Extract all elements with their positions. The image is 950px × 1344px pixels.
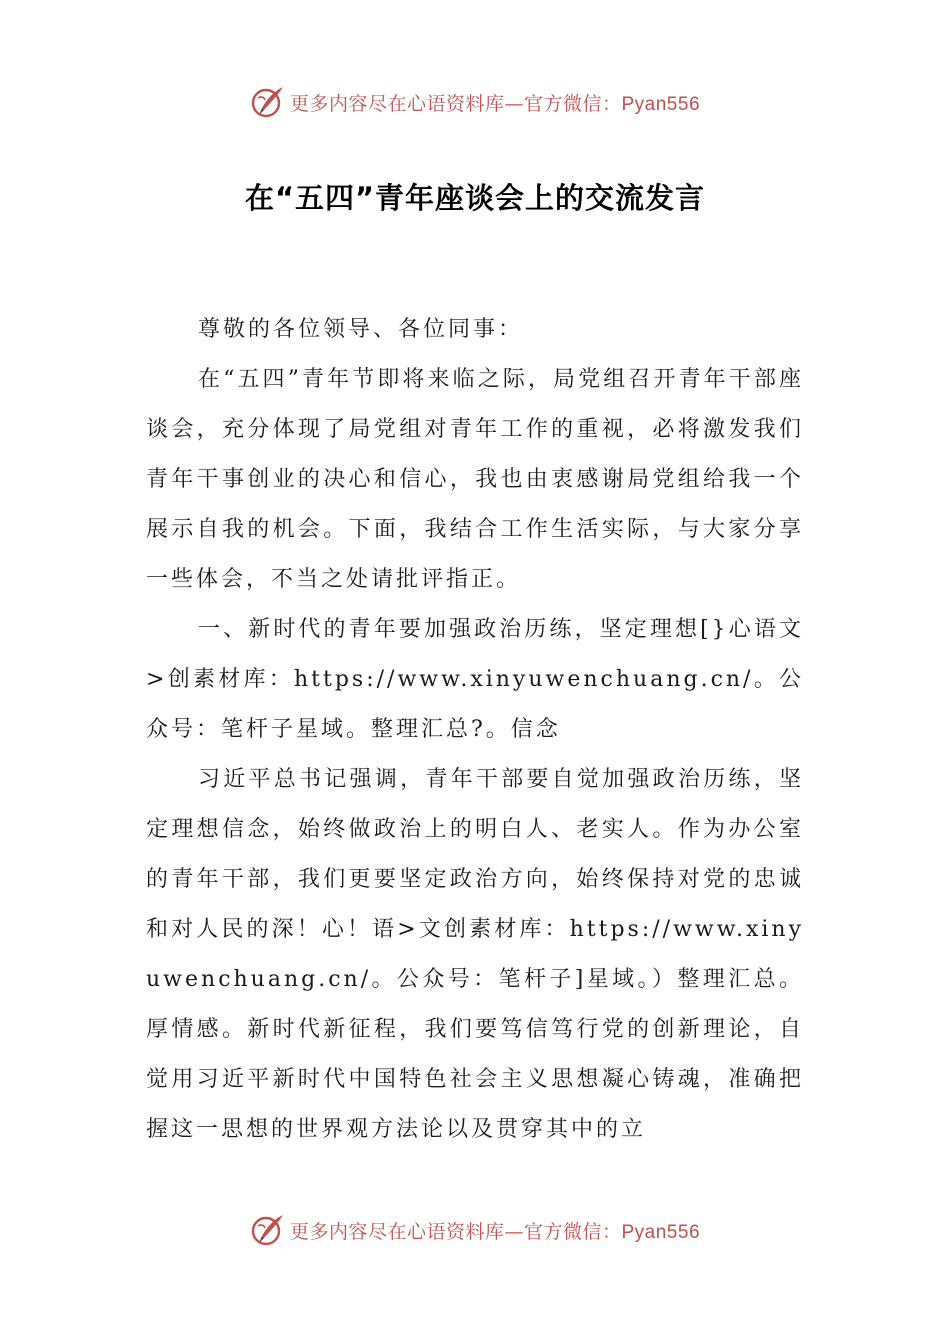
footer-watermark-banner: [0, 1210, 950, 1250]
quill-pen-logo-icon: [250, 84, 286, 120]
body-paragraph: 习近平总书记强调，青年干部要自觉加强政治历练，坚定理想信念，始终做政治上的明白人、老实人。作为办公室的青年干部，我们更要坚定政治方向，始终保持对党的忠诚和对人民的深！心！语>文创素材库：https://www.xinyuwenchuang.cn/。公众号：笔杆子]星域。）整理汇总。厚情感。新时代新征程，我们要笃信笃行党的创新理论，自觉用习近平新时代中国特色社会主义思想凝心铸魂，准确把握这一思想的世界观方法论以及贯穿其中的立: [146, 767, 804, 1142]
quill-pen-logo-icon: [250, 1212, 286, 1248]
section-heading-paragraph: 一、新时代的青年要加强政治历练，坚定理想[}心语文>创素材库：https://www.xinyuwenchuang.cn/。公众号：笔杆子星域。整理汇总?。信念: [146, 617, 804, 742]
banner-wechat-id: Pyan556: [621, 1221, 701, 1243]
document-title: 在“五四”青年座谈会上的交流发言: [244, 181, 706, 215]
document-body: [146, 305, 804, 1155]
banner-wechat-id: Pyan556: [621, 93, 701, 115]
banner-text: 更多内容尽在心语资料库—官方微信：Pyan556: [289, 92, 701, 115]
banner-text: 更多内容尽在心语资料库—官方微信：Pyan556: [289, 1220, 701, 1243]
body-paragraph: 在“五四”青年节即将来临之际，局党组召开青年干部座谈会，充分体现了局党组对青年工作的重视，必将激发我们青年干事创业的决心和信心，我也由衷感谢局党组给我一个展示自我的机会。下面，我结合工作生活实际，与大家分享一些体会，不当之处请批评指正。: [146, 367, 804, 592]
header-watermark-banner: [0, 82, 950, 122]
greeting-paragraph: 尊敬的各位领导、各位同事：: [198, 317, 524, 342]
